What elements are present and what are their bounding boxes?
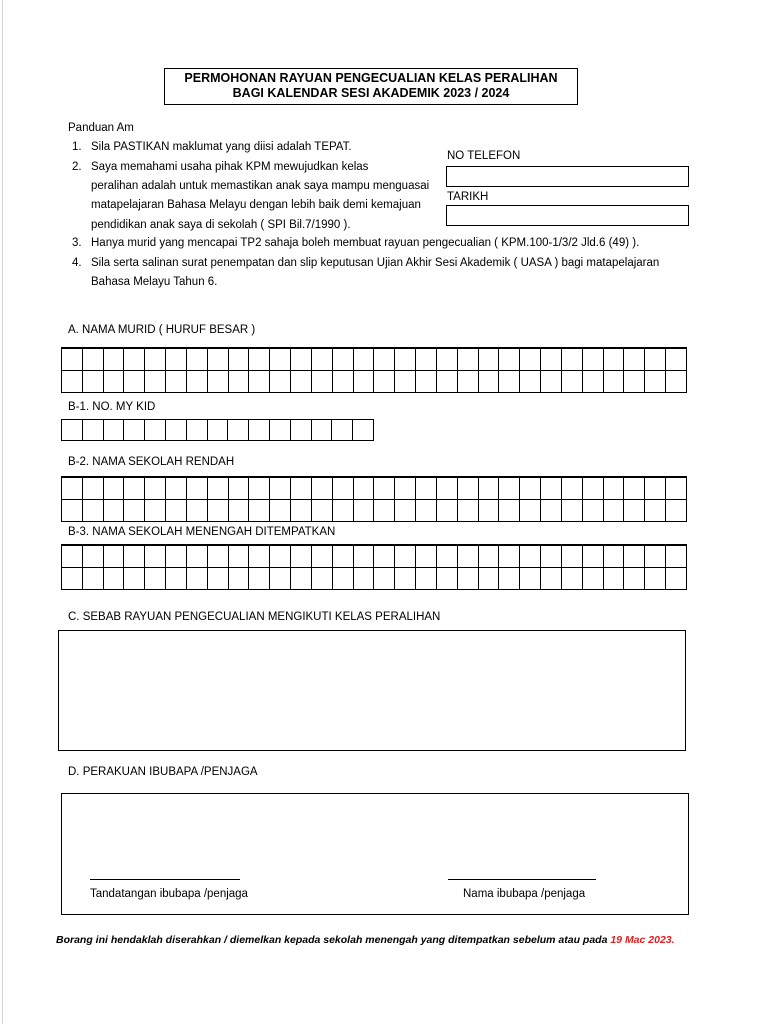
- grid-cell[interactable]: [520, 477, 541, 500]
- grid-cell[interactable]: [541, 500, 562, 522]
- grid-cell[interactable]: [207, 371, 228, 393]
- grid-cell[interactable]: [645, 477, 666, 500]
- grid-cell[interactable]: [311, 420, 332, 441]
- grid-cell[interactable]: [353, 420, 374, 441]
- section-b1-label: B-1. NO. MY KID: [68, 401, 156, 413]
- grid-cell[interactable]: [624, 545, 645, 568]
- grid-cell[interactable]: [290, 420, 311, 441]
- grid-cell[interactable]: [82, 420, 103, 441]
- guide-item-4-line: Sila serta salinan surat penempatan dan slip keputusan Ujian Akhir Sesi Akademik ( UASA ) bagi matapelajaran: [91, 257, 660, 269]
- grid-cell[interactable]: [603, 568, 624, 590]
- grid-cell[interactable]: [270, 545, 291, 568]
- grid-cell[interactable]: [582, 500, 603, 522]
- grid-cell[interactable]: [416, 500, 437, 522]
- grid-cell[interactable]: [499, 477, 520, 500]
- grid-cell[interactable]: [645, 371, 666, 393]
- grid-cell[interactable]: [228, 477, 249, 500]
- grid-cell[interactable]: [624, 568, 645, 590]
- grid-cell[interactable]: [395, 545, 416, 568]
- grid-cell[interactable]: [166, 500, 187, 522]
- grid-cell[interactable]: [311, 371, 332, 393]
- grid-cell[interactable]: [145, 568, 166, 590]
- grid-cell[interactable]: [291, 477, 312, 500]
- grid-cell[interactable]: [520, 568, 541, 590]
- grid-cell[interactable]: [145, 545, 166, 568]
- grid-cell[interactable]: [478, 477, 499, 500]
- grid-cell[interactable]: [582, 348, 603, 371]
- grid-cell[interactable]: [103, 500, 124, 522]
- phone-input[interactable]: [446, 166, 689, 187]
- section-a-label: A. NAMA MURID ( HURUF BESAR ): [68, 324, 256, 336]
- grid-cell[interactable]: [603, 545, 624, 568]
- grid-cell[interactable]: [186, 500, 207, 522]
- grid-cell[interactable]: [124, 348, 145, 371]
- grid-cell[interactable]: [145, 348, 166, 371]
- grid-cell[interactable]: [478, 568, 499, 590]
- grid-cell[interactable]: [269, 420, 290, 441]
- grid-cell[interactable]: [103, 545, 124, 568]
- guide-item-1-line: Sila PASTIKAN maklumat yang diisi adalah TEPAT.: [91, 141, 352, 153]
- grid-cell[interactable]: [603, 348, 624, 371]
- form-title-line2: BAGI KALENDAR SESI AKADEMIK 2023 / 2024: [232, 86, 510, 100]
- grid-cell[interactable]: [436, 568, 457, 590]
- phone-label: NO TELEFON: [447, 150, 521, 162]
- grid-cell[interactable]: [332, 500, 353, 522]
- grid-cell[interactable]: [228, 568, 249, 590]
- grid-cell[interactable]: [124, 477, 145, 500]
- guide-item-2-line: matapelajaran Bahasa Melayu dengan lebih baik demi kemajuan: [91, 199, 421, 211]
- grid-cell[interactable]: [416, 545, 437, 568]
- grid-cell[interactable]: [62, 371, 83, 393]
- grid-cell[interactable]: [62, 568, 83, 590]
- grid-cell[interactable]: [103, 477, 124, 500]
- grid-cell[interactable]: [457, 371, 478, 393]
- grid-row: [62, 420, 374, 441]
- grid-cell[interactable]: [541, 568, 562, 590]
- grid-cell[interactable]: [603, 371, 624, 393]
- grid-cell[interactable]: [82, 500, 103, 522]
- form-title: [164, 68, 578, 105]
- grid-cell[interactable]: [332, 477, 353, 500]
- grid-cell[interactable]: [145, 500, 166, 522]
- grid-cell[interactable]: [457, 477, 478, 500]
- grid-cell[interactable]: [228, 545, 249, 568]
- grid-row: [62, 371, 687, 393]
- grid-cell[interactable]: [124, 420, 145, 441]
- grid-cell[interactable]: [561, 500, 582, 522]
- grid-cell[interactable]: [270, 568, 291, 590]
- grid-cell[interactable]: [145, 420, 166, 441]
- grid-cell[interactable]: [416, 477, 437, 500]
- grid-cell[interactable]: [332, 348, 353, 371]
- appeal-reason-textarea[interactable]: [58, 630, 686, 751]
- signature-line[interactable]: [90, 879, 240, 880]
- grid-cell[interactable]: [353, 348, 374, 371]
- grid-cell[interactable]: [166, 371, 187, 393]
- grid-cell[interactable]: [395, 477, 416, 500]
- grid-cell[interactable]: [395, 568, 416, 590]
- grid-cell[interactable]: [374, 348, 395, 371]
- grid-cell[interactable]: [124, 545, 145, 568]
- grid-cell[interactable]: [603, 477, 624, 500]
- grid-cell[interactable]: [374, 545, 395, 568]
- parent-name-label: Nama ibubapa /penjaga: [463, 888, 586, 900]
- grid-cell[interactable]: [666, 568, 687, 590]
- grid-cell[interactable]: [436, 500, 457, 522]
- grid-cell[interactable]: [228, 500, 249, 522]
- grid-cell[interactable]: [374, 568, 395, 590]
- grid-cell[interactable]: [666, 500, 687, 522]
- guide-item-4-line: Bahasa Melayu Tahun 6.: [91, 276, 218, 288]
- guide-item-2-line: peralihan adalah untuk memastikan anak saya mampu menguasai: [91, 180, 430, 192]
- grid-cell[interactable]: [353, 568, 374, 590]
- grid-cell[interactable]: [416, 371, 437, 393]
- grid-cell[interactable]: [416, 348, 437, 371]
- grid-cell[interactable]: [249, 371, 270, 393]
- grid-cell[interactable]: [207, 545, 228, 568]
- grid-cell[interactable]: [395, 348, 416, 371]
- grid-cell[interactable]: [62, 420, 83, 441]
- grid-cell[interactable]: [311, 545, 332, 568]
- grid-cell[interactable]: [332, 420, 353, 441]
- grid-cell[interactable]: [561, 371, 582, 393]
- grid-cell[interactable]: [624, 477, 645, 500]
- secondary-school-grid[interactable]: [61, 544, 687, 590]
- grid-cell[interactable]: [62, 348, 83, 371]
- grid-row: [62, 568, 687, 590]
- guide-num-4: 4.: [72, 257, 82, 269]
- grid-cell[interactable]: [311, 477, 332, 500]
- grid-cell[interactable]: [624, 500, 645, 522]
- section-b2-label: B-2. NAMA SEKOLAH RENDAH: [68, 456, 235, 468]
- grid-cell[interactable]: [62, 477, 83, 500]
- grid-cell[interactable]: [82, 371, 103, 393]
- grid-cell[interactable]: [103, 420, 124, 441]
- grid-cell[interactable]: [311, 568, 332, 590]
- grid-cell[interactable]: [124, 568, 145, 590]
- grid-cell[interactable]: [186, 420, 207, 441]
- primary-school-grid[interactable]: [61, 476, 687, 522]
- grid-row: [62, 477, 687, 500]
- footer-note: [56, 934, 675, 946]
- grid-cell[interactable]: [499, 371, 520, 393]
- grid-cell[interactable]: [332, 371, 353, 393]
- grid-cell[interactable]: [520, 371, 541, 393]
- grid-cell[interactable]: [582, 371, 603, 393]
- grid-cell[interactable]: [374, 477, 395, 500]
- grid-cell[interactable]: [291, 348, 312, 371]
- grid-cell[interactable]: [436, 348, 457, 371]
- grid-cell[interactable]: [436, 545, 457, 568]
- grid-cell[interactable]: [291, 545, 312, 568]
- deadline-date: 19 Mac 2023.: [610, 934, 675, 946]
- grid-cell[interactable]: [332, 568, 353, 590]
- grid-cell[interactable]: [561, 348, 582, 371]
- grid-cell[interactable]: [666, 348, 687, 371]
- date-input[interactable]: [446, 205, 689, 226]
- grid-cell[interactable]: [82, 568, 103, 590]
- grid-cell[interactable]: [103, 568, 124, 590]
- grid-cell[interactable]: [103, 371, 124, 393]
- grid-cell[interactable]: [666, 371, 687, 393]
- grid-cell[interactable]: [478, 545, 499, 568]
- grid-cell[interactable]: [353, 371, 374, 393]
- grid-cell[interactable]: [520, 348, 541, 371]
- grid-cell[interactable]: [353, 477, 374, 500]
- grid-cell[interactable]: [457, 500, 478, 522]
- grid-cell[interactable]: [311, 348, 332, 371]
- grid-cell[interactable]: [186, 348, 207, 371]
- grid-cell[interactable]: [541, 371, 562, 393]
- grid-cell[interactable]: [457, 545, 478, 568]
- grid-cell[interactable]: [436, 477, 457, 500]
- section-c-label: C. SEBAB RAYUAN PENGECUALIAN MENGIKUTI KELAS PERALIHAN: [68, 611, 441, 623]
- grid-cell[interactable]: [249, 500, 270, 522]
- grid-cell[interactable]: [145, 371, 166, 393]
- grid-cell[interactable]: [603, 500, 624, 522]
- grid-cell[interactable]: [270, 500, 291, 522]
- grid-cell[interactable]: [395, 500, 416, 522]
- grid-cell[interactable]: [645, 545, 666, 568]
- grid-cell[interactable]: [166, 477, 187, 500]
- grid-cell[interactable]: [249, 568, 270, 590]
- grid-cell[interactable]: [270, 348, 291, 371]
- grid-cell[interactable]: [291, 500, 312, 522]
- signature-label: Tandatangan ibubapa /penjaga: [90, 888, 248, 900]
- grid-cell[interactable]: [499, 348, 520, 371]
- grid-cell[interactable]: [541, 348, 562, 371]
- grid-cell[interactable]: [624, 371, 645, 393]
- guide-num-2: 2.: [72, 161, 82, 173]
- grid-cell[interactable]: [311, 500, 332, 522]
- guide-item-3-line: Hanya murid yang mencapai TP2 sahaja boleh membuat rayuan pengecualian ( KPM.100-1/3/2 Jld.6 (49) ).: [91, 237, 640, 249]
- grid-cell[interactable]: [249, 348, 270, 371]
- grid-cell[interactable]: [478, 500, 499, 522]
- grid-cell[interactable]: [186, 545, 207, 568]
- grid-cell[interactable]: [186, 477, 207, 500]
- grid-cell[interactable]: [457, 568, 478, 590]
- section-d-label: D. PERAKUAN IBUBAPA /PENJAGA: [68, 766, 258, 778]
- guide-item-2-line: pendidikan anak saya di sekolah ( SPI Bil.7/1990 ).: [91, 219, 351, 231]
- grid-cell[interactable]: [166, 348, 187, 371]
- grid-cell[interactable]: [353, 500, 374, 522]
- grid-cell[interactable]: [645, 500, 666, 522]
- grid-cell[interactable]: [82, 477, 103, 500]
- grid-cell[interactable]: [270, 371, 291, 393]
- guide-num-1: 1.: [72, 141, 82, 153]
- grid-cell[interactable]: [291, 568, 312, 590]
- grid-cell[interactable]: [207, 348, 228, 371]
- grid-cell[interactable]: [270, 477, 291, 500]
- date-label: TARIKH: [447, 191, 489, 203]
- grid-cell[interactable]: [541, 545, 562, 568]
- grid-cell[interactable]: [645, 568, 666, 590]
- grid-cell[interactable]: [666, 545, 687, 568]
- guide-num-3: 3.: [72, 237, 82, 249]
- grid-row: [62, 545, 687, 568]
- grid-cell[interactable]: [582, 568, 603, 590]
- grid-cell[interactable]: [666, 477, 687, 500]
- grid-cell[interactable]: [645, 348, 666, 371]
- grid-cell[interactable]: [82, 545, 103, 568]
- guide-item-2-line: Saya memahami usaha pihak KPM mewujudkan kelas: [91, 161, 369, 173]
- grid-cell[interactable]: [165, 420, 186, 441]
- grid-cell[interactable]: [520, 500, 541, 522]
- mykid-grid[interactable]: [61, 419, 374, 441]
- page-edge: [2, 0, 3, 1024]
- grid-cell[interactable]: [624, 348, 645, 371]
- grid-row: [62, 500, 687, 522]
- grid-cell[interactable]: [561, 568, 582, 590]
- grid-cell[interactable]: [124, 371, 145, 393]
- grid-cell[interactable]: [166, 568, 187, 590]
- grid-cell[interactable]: [541, 477, 562, 500]
- grid-cell[interactable]: [395, 371, 416, 393]
- grid-cell[interactable]: [478, 348, 499, 371]
- grid-cell[interactable]: [62, 545, 83, 568]
- grid-cell[interactable]: [124, 500, 145, 522]
- section-b3-label: B-3. NAMA SEKOLAH MENENGAH DITEMPATKAN: [68, 526, 336, 538]
- grid-cell[interactable]: [207, 500, 228, 522]
- grid-cell[interactable]: [207, 477, 228, 500]
- grid-cell[interactable]: [186, 371, 207, 393]
- grid-cell[interactable]: [499, 545, 520, 568]
- grid-cell[interactable]: [62, 500, 83, 522]
- grid-cell[interactable]: [499, 500, 520, 522]
- grid-cell[interactable]: [291, 371, 312, 393]
- grid-row: [62, 348, 687, 371]
- grid-cell[interactable]: [249, 420, 270, 441]
- parent-name-line[interactable]: [448, 879, 596, 880]
- grid-cell[interactable]: [82, 348, 103, 371]
- grid-cell[interactable]: [582, 477, 603, 500]
- grid-cell[interactable]: [186, 568, 207, 590]
- guide-heading: Panduan Am: [68, 122, 134, 134]
- grid-cell[interactable]: [582, 545, 603, 568]
- grid-cell[interactable]: [166, 545, 187, 568]
- grid-cell[interactable]: [374, 371, 395, 393]
- grid-cell[interactable]: [249, 545, 270, 568]
- student-name-grid[interactable]: [61, 347, 687, 393]
- grid-cell[interactable]: [561, 545, 582, 568]
- grid-cell[interactable]: [457, 348, 478, 371]
- grid-cell[interactable]: [561, 477, 582, 500]
- form-title-line1: PERMOHONAN RAYUAN PENGECUALIAN KELAS PERALIHAN: [184, 71, 558, 85]
- grid-cell[interactable]: [520, 545, 541, 568]
- grid-cell[interactable]: [228, 348, 249, 371]
- grid-cell[interactable]: [332, 545, 353, 568]
- grid-cell[interactable]: [478, 371, 499, 393]
- grid-cell[interactable]: [416, 568, 437, 590]
- grid-cell[interactable]: [353, 545, 374, 568]
- grid-cell[interactable]: [499, 568, 520, 590]
- grid-cell[interactable]: [228, 420, 249, 441]
- footer-note-text: Borang ini hendaklah diserahkan / diemelkan kepada sekolah menengah yang ditempatkan sebelum atau pada: [56, 934, 611, 946]
- grid-cell[interactable]: [436, 371, 457, 393]
- grid-cell[interactable]: [207, 420, 228, 441]
- grid-cell[interactable]: [103, 348, 124, 371]
- grid-cell[interactable]: [207, 568, 228, 590]
- grid-cell[interactable]: [249, 477, 270, 500]
- grid-cell[interactable]: [374, 500, 395, 522]
- grid-cell[interactable]: [228, 371, 249, 393]
- grid-cell[interactable]: [145, 477, 166, 500]
